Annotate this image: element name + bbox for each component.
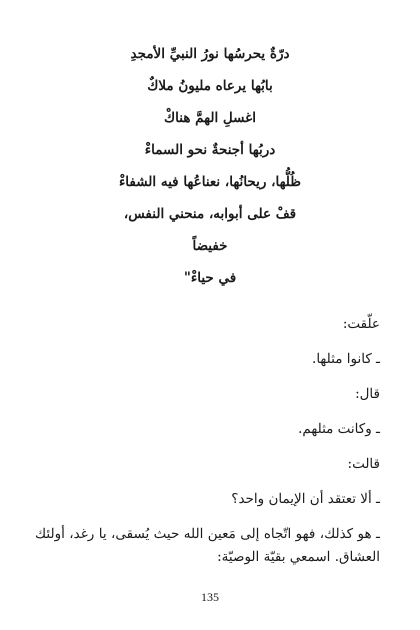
dialogue-line: ـ كانوا مثلها. <box>312 351 380 367</box>
poem-line: قفْ على أبوابه، منحني النفس، <box>123 206 297 222</box>
poem-line: بابُها يرعاه مليونُ ملاكٌ <box>147 78 273 94</box>
poem-line: دربُها أجنحةٌ نحو السماءْ <box>144 142 276 158</box>
dialogue-line: قالت: <box>347 456 380 472</box>
poem-line: ظُلُّها، ريحانُها، نعناعُها فيه الشفاءْ <box>118 174 302 190</box>
dialogue-paragraph: ـ هو كذلك، فهو اتّجاه إلى مَعين الله حيث يُسقى، يا رغد، أولئك العشاق. اسمعي بقيّة الوصيّة: <box>35 526 380 565</box>
dialogue-line: ـ وكانت مثلهم. <box>298 421 380 437</box>
dialogue-line: علّقت: <box>342 316 380 332</box>
page-number: 135 <box>201 590 219 604</box>
poem-block <box>40 38 380 294</box>
dialogue-line: قال: <box>355 386 380 402</box>
poem-line: خفيضاً <box>192 238 228 254</box>
dialogue-block <box>35 313 380 569</box>
poem-line: اغسلِ الهمَّ هناكْ <box>164 110 256 126</box>
poem-line: في حياءْ" <box>183 270 237 286</box>
dialogue-line: ـ ألا تعتقد أن الإيمان واحد؟ <box>231 491 380 507</box>
poem-line: درّةٌ يحرسُها نورُ النبيِّ الأمجدِ <box>130 46 290 62</box>
